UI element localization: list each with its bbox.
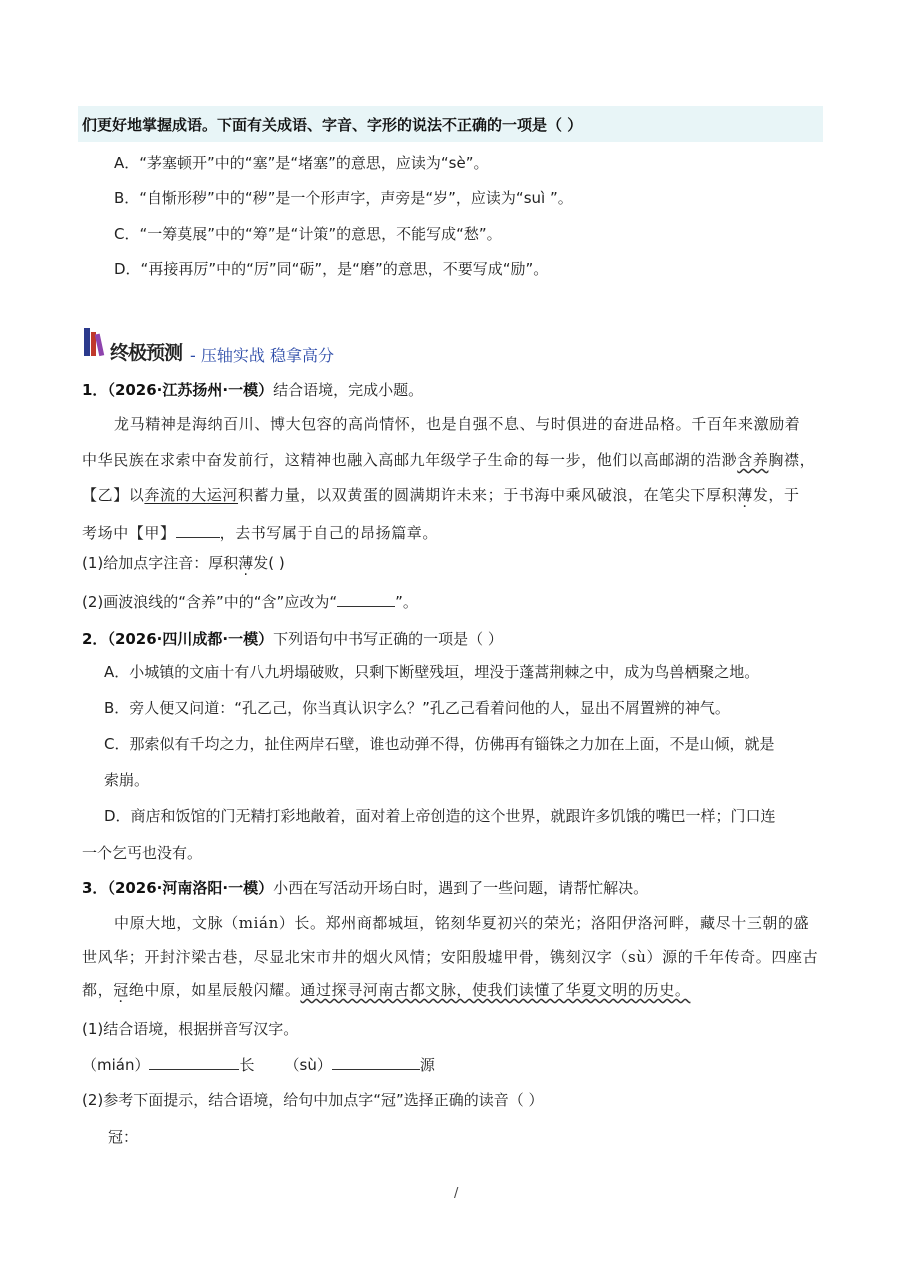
q1-sub1-text: (1)给加点字注音：厚积 bbox=[82, 554, 239, 572]
q3-number: 3． bbox=[82, 879, 108, 897]
q1-header bbox=[82, 379, 423, 400]
q1-sub1-dotted-char: 薄 bbox=[238, 554, 254, 572]
q3-blank-2[interactable] bbox=[332, 1055, 420, 1070]
q2-option-b: B．旁人便又问道：“孔乙己，你当真认识字么？”孔乙己看着问他的人，显出不屑置辨的神气。 bbox=[104, 699, 730, 717]
q3-para-text: 绝中原，如星辰般闪耀。 bbox=[128, 981, 301, 999]
q3-paragraph-line-2: 世风华；开封汴梁古巷，尽显北宋市井的烟火风情；安阳殷墟甲骨，镌刻汉字（sù）源的千年传奇。四座古 bbox=[82, 948, 819, 966]
q1-sub2-text: ”。 bbox=[395, 593, 418, 611]
q3-paragraph-line-3 bbox=[82, 979, 690, 1000]
q1-wavy-word: 含养 bbox=[737, 451, 769, 469]
q1-para-text: 胸襟， bbox=[768, 451, 816, 469]
q2-source: （2026·四川成都·一模） bbox=[107, 630, 274, 648]
q3-char-2: 源 bbox=[419, 1056, 435, 1074]
section-subtitle: - 压轴实战 稳拿高分 bbox=[190, 346, 334, 365]
q1-blank-jia[interactable] bbox=[176, 523, 220, 538]
option-a: A．“茅塞顿开”中的“塞”是“堵塞”的意思，应读为“sè”。 bbox=[114, 154, 489, 172]
q3-blank-1[interactable] bbox=[149, 1055, 239, 1070]
q2-option-a: A．小城镇的文庙十有八九坍塌破败，只剩下断壁残垣，埋没于蓬蒿荆棘之中，成为鸟兽栖聚之地。 bbox=[104, 663, 760, 681]
q3-para-text: 都， bbox=[82, 981, 114, 999]
q1-sub2-text: (2)画波浪线的“含养”中的“含”应改为“ bbox=[82, 593, 338, 611]
q3-pinyin-1: （mián） bbox=[82, 1056, 150, 1074]
q1-paragraph-line-2 bbox=[82, 449, 815, 470]
q1-number: 1． bbox=[82, 381, 108, 399]
q3-header bbox=[82, 877, 648, 898]
q3-pinyin-2: （sù） bbox=[284, 1056, 332, 1074]
q1-source: （2026·江苏扬州·一模） bbox=[107, 381, 274, 399]
option-c: C．“一筹莫展”中的“筹”是“计策”的意思，不能写成“愁”。 bbox=[114, 225, 502, 243]
q3-sub-question-1: (1)结合语境，根据拼音写汉字。 bbox=[82, 1020, 299, 1038]
q1-paragraph-line-3 bbox=[82, 484, 800, 505]
q1-sub-question-1 bbox=[82, 552, 285, 573]
q3-paragraph-line-1: 中原大地，文脉（mián）长。郑州商都城垣，铭刻华夏初兴的荣光；洛阳伊洛河畔，藏尽十三朝的盛 bbox=[114, 914, 810, 932]
q2-prompt: 下列语句中书写正确的一项是（ ） bbox=[273, 630, 503, 648]
q1-sub1-answer[interactable]: 发( ) bbox=[253, 554, 285, 572]
q2-header bbox=[82, 628, 503, 649]
q3-wavy-sentence: 通过探寻河南古都文脉，使我们读懂了华夏文明的历史。 bbox=[300, 981, 691, 999]
q2-option-d: D．商店和饭馆的门无精打彩地敞着，面对着上帝创造的这个世界，就跟许多饥饿的嘴巴一样；门口连 bbox=[104, 807, 776, 825]
q1-sub-question-2 bbox=[82, 591, 418, 612]
q3-source: （2026·河南洛阳·一模） bbox=[107, 879, 274, 897]
q2-option-c: C．那索似有千均之力，扯住两岸石壁，谁也动弹不得，仿佛再有锱铢之力加在上面，不是山倾，就是 bbox=[104, 735, 775, 753]
q1-prompt: 结合语境，完成小题。 bbox=[273, 381, 424, 399]
q1-para-text: ，去书写属于自己的昂扬篇章。 bbox=[219, 524, 439, 542]
q3-prompt: 小西在写活动开场白时，遇到了一些问题，请帮忙解决。 bbox=[273, 879, 649, 897]
q1-para-text: 发，于 bbox=[752, 486, 800, 504]
question-stem: 们更好地掌握成语。下面有关成语、字音、字形的说法不正确的一项是（ ） bbox=[82, 116, 583, 134]
q3-dotted-char: 冠 bbox=[113, 981, 129, 999]
q1-paragraph-line-1: 龙马精神是海纳百川、博大包容的高尚情怀，也是自强不息、与时俱进的奋进品格。千百年来激励着 bbox=[114, 415, 801, 433]
option-b: B．“自惭形秽”中的“秽”是一个形声字，声旁是“岁”，应读为“suì ”。 bbox=[114, 189, 573, 207]
q3-sub-question-2: (2)参考下面提示，结合语境，给句中加点字“冠”选择正确的读音（ ） bbox=[82, 1091, 544, 1109]
q1-underlined-phrase: 奔流的大运河 bbox=[144, 486, 239, 504]
q3-pinyin-row bbox=[82, 1054, 435, 1075]
q2-number: 2． bbox=[82, 630, 108, 648]
q3-hint-label: 冠： bbox=[108, 1128, 139, 1146]
q2-option-d-cont: 一个乞丐也没有。 bbox=[82, 844, 203, 862]
q3-char-1: 长 bbox=[239, 1056, 255, 1074]
option-d: D．“再接再厉”中的“厉”同“砺”，是“磨”的意思，不要写成“励”。 bbox=[114, 260, 549, 278]
q1-para-text: 【乙】以 bbox=[82, 486, 145, 504]
q1-para-text: 积蓄力量，以双黄蛋的圆满期许未来；于书海中乘风破浪，在笔尖下厚积 bbox=[238, 486, 738, 504]
q2-option-c-cont: 索崩。 bbox=[104, 771, 150, 789]
q1-dotted-char: 薄 bbox=[737, 486, 753, 504]
section-books-icon bbox=[84, 324, 108, 358]
page-mark: / bbox=[454, 1186, 459, 1201]
q1-para-text: 中华民族在求索中奋发前行，这精神也融入高邮九年级学子生命的每一步，他们以高邮湖的浩渺 bbox=[82, 451, 738, 469]
section-title: 终极预测 bbox=[110, 342, 183, 364]
q1-paragraph-line-4 bbox=[82, 522, 438, 543]
q1-sub2-blank[interactable] bbox=[337, 592, 395, 607]
q1-para-text: 考场中【甲】 bbox=[82, 524, 176, 542]
